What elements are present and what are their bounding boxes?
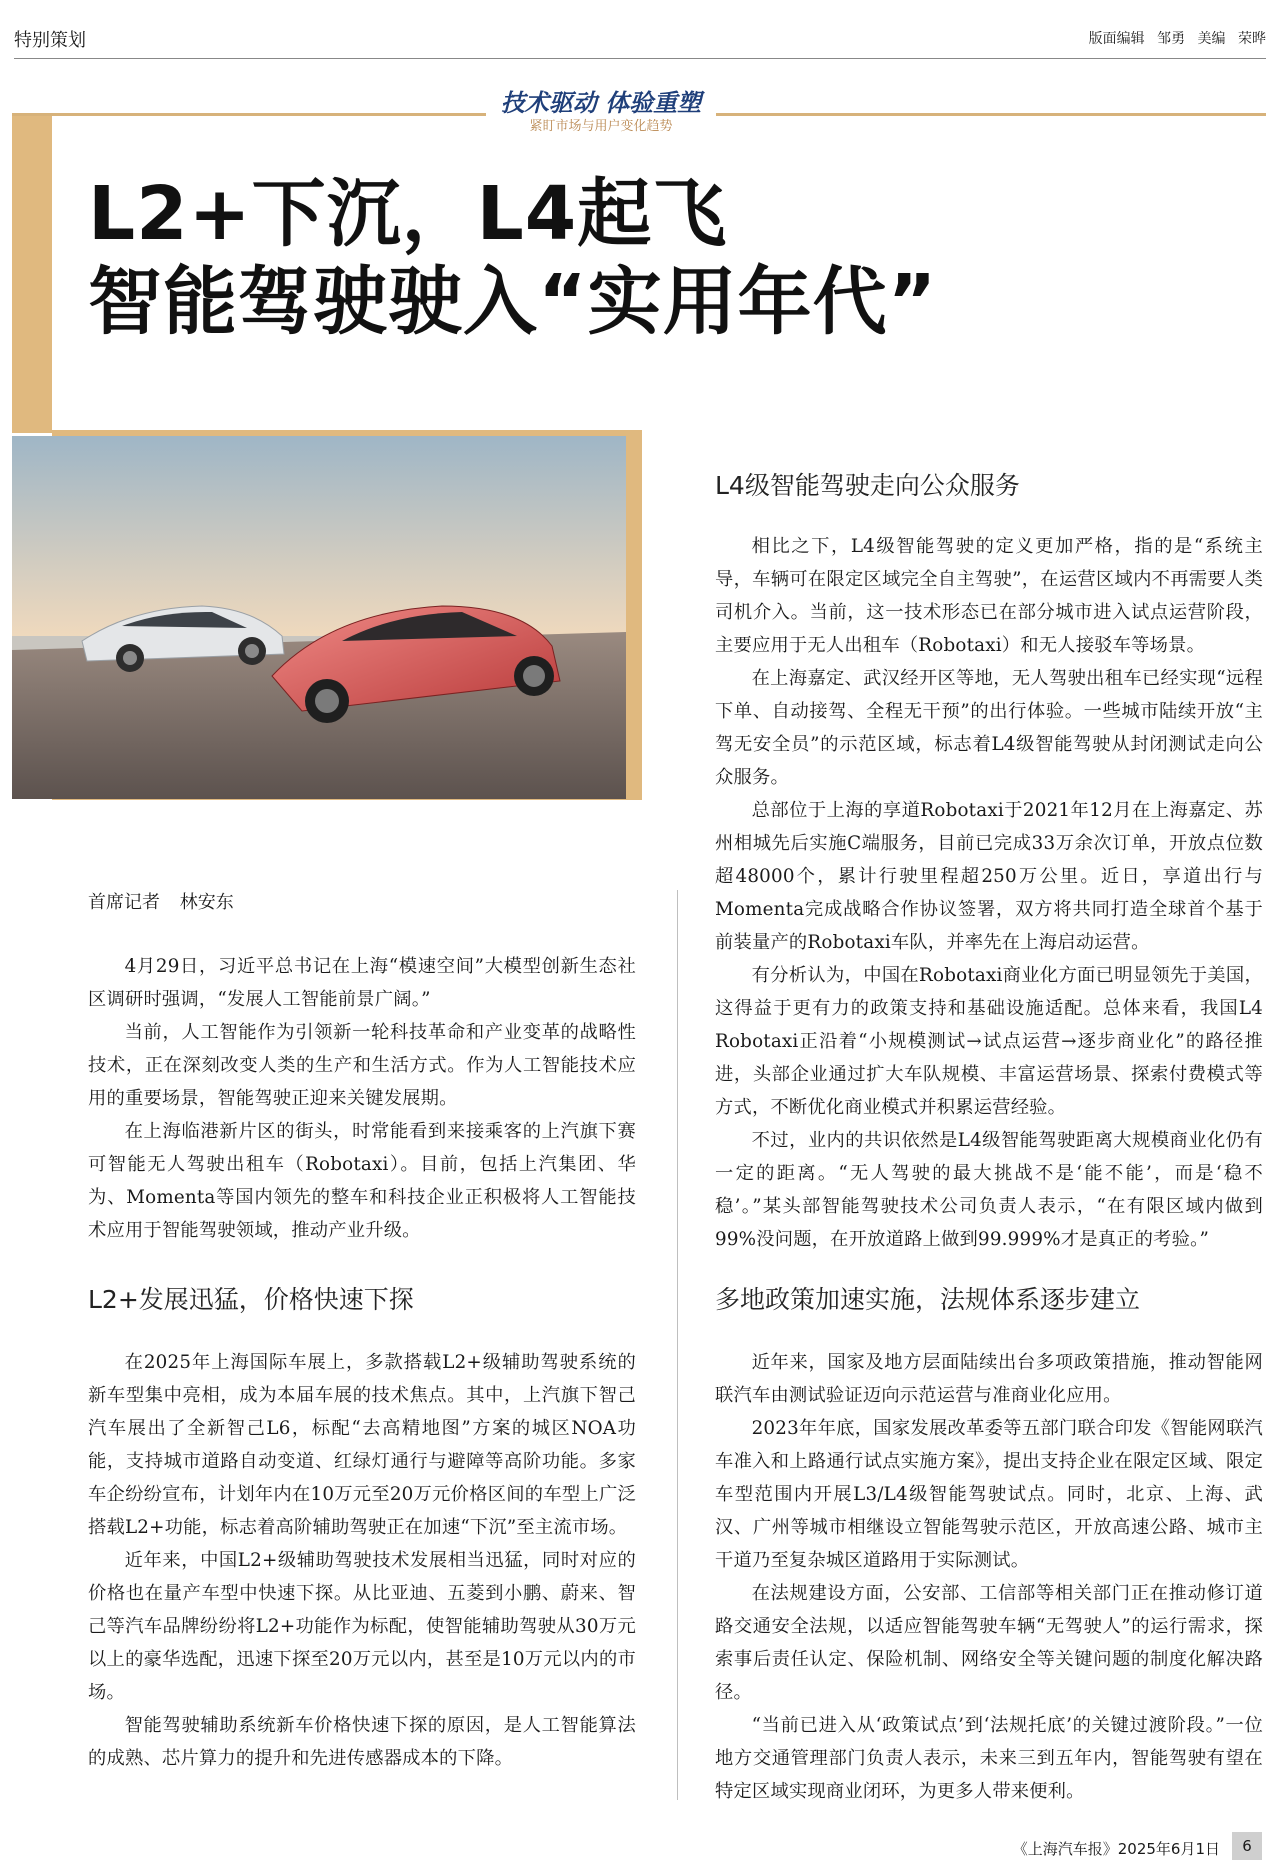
headline-line-2: 智能驾驶驶入“实用年代” [88,259,938,345]
byline: 首席记者 林安东 [88,892,234,913]
publication-footer: 《上海汽车报》2025年6月1日 [1012,1840,1220,1858]
paragraph: 近年来，中国L2+级辅助驾驶技术发展相当迅猛，同时对应的价格也在量产车型中快速下探。从比亚迪、五菱到小鹏、蔚来、智己等汽车品牌纷纷将L2+功能作为标配，使智能辅助驾驶从30万元以上的豪华选配，迅速下探至20万元以内，甚至是10万元以内的市场。 [88,1550,636,1703]
kicker-title: 技术驱动 体验重塑 [500,88,702,117]
paragraph: 在法规建设方面，公安部、工信部等相关部门正在推动修订道路交通安全法规，以适应智能驾驶车辆“无驾驶人”的运行需求，探索事后责任认定、保险机制、网络安全等关键问题的制度化解决路径。 [715,1583,1263,1703]
kicker [486,88,716,140]
left-column-intro [88,950,636,1247]
paragraph: 当前，人工智能作为引领新一轮科技革命和产业变革的战略性技术，正在深刻改变人类的生产和生活方式。作为人工智能技术应用的重要场景，智能驾驶正迎来关键发展期。 [88,1022,636,1109]
paragraph: 2023年年底，国家发展改革委等五部门联合印发《智能网联汽车准入和上路通行试点实施方案》，提出支持企业在限定区域、限定车型范围内开展L3/L4级智能驾驶试点。同时，北京、上海、武汉、广州等城市相继设立智能驾驶示范区，开放高速公路、城市主干道乃至复杂城区道路用于实际测试。 [715,1418,1263,1571]
paragraph: 总部位于上海的享道Robotaxi于2021年12月在上海嘉定、苏州相城先后实施C端服务，目前已完成33万余次订单，开放点位数超48000个，累计行驶里程超250万公里。近日，享道出行与Momenta完成战略合作协议签署，双方将共同打造全球首个基于前装量产的Robotaxi车队，并率先在上海启动运营。 [715,800,1263,953]
paragraph: 在2025年上海国际车展上，多款搭载L2+级辅助驾驶系统的新车型集中亮相，成为本届车展的技术焦点。其中，上汽旗下智己汽车展出了全新智己L6，标配“去高精地图”方案的城区NOA功能，支持城市道路自动变道、红绿灯通行与避障等高阶功能。多家车企纷纷宣布，计划年内在10万元至20万元价格区间的车型上广泛搭载L2+功能，标志着高阶辅助驾驶正在加速“下沉”至主流市场。 [88,1352,636,1538]
right-column-section [715,530,1263,1256]
headline [88,170,988,346]
page-number: 6 [1232,1832,1262,1860]
paragraph: 4月29日，习近平总书记在上海“模速空间”大模型创新生态社区调研时强调，“发展人工智能前景广阔。” [88,956,636,1010]
car-photo [12,436,626,799]
header-divider [14,58,1266,59]
paragraph: 相比之下，L4级智能驾驶的定义更加严格，指的是“系统主导，车辆可在限定区域完全自主驾驶”，在运营区域内不再需要人类司机介入。当前，这一技术形态已在部分城市进入试点运营阶段，主要应用于无人出租车（Robotaxi）和无人接驳车等场景。 [715,536,1263,656]
editor-credits: 版面编辑 邹勇 美编 荣晔 [1088,31,1266,47]
right-column-section [715,1346,1263,1808]
kicker-subtitle: 紧盯市场与用户变化趋势 [529,119,673,134]
section-heading: L2+发展迅猛，价格快速下探 [88,1285,414,1314]
headline-line-1: L2+下沉，L4起飞 [88,171,728,257]
paragraph: 有分析认为，中国在Robotaxi商业化方面已明显领先于美国，这得益于更有力的政策支持和基础设施适配。总体来看，我国L4 Robotaxi正沿着“小规模测试→试点运营→逐步商业化”的路径推进，头部企业通过扩大车队规模、丰富运营场景、探索付费模式等方式，不断优化商业模式并积累运营经验。 [715,965,1263,1118]
paragraph: 智能驾驶辅助系统新车价格快速下探的原因，是人工智能算法的成熟、芯片算力的提升和先进传感器成本的下降。 [88,1715,636,1769]
section-heading: L4级智能驾驶走向公众服务 [715,471,1020,500]
paragraph: 不过，业内的共识依然是L4级智能驾驶距离大规模商业化仍有一定的距离。“无人驾驶的最大挑战不是‘能不能’，而是‘稳不稳’。”某头部智能驾驶技术公司负责人表示，“在有限区域内做到99%没问题，在开放道路上做到99.999%才是真正的考验。” [715,1130,1263,1250]
paragraph: 在上海嘉定、武汉经开区等地，无人驾驶出租车已经实现“远程下单、自动接驾、全程无干预”的出行体验。一些城市陆续开放“主驾无安全员”的示范区域，标志着L4级智能驾驶从封闭测试走向公众服务。 [715,668,1263,788]
paragraph: 近年来，国家及地方层面陆续出台多项政策措施，推动智能网联汽车由测试验证迈向示范运营与准商业化应用。 [715,1352,1263,1406]
paragraph: “当前已进入从‘政策试点’到‘法规托底’的关键过渡阶段。”一位地方交通管理部门负责人表示，未来三到五年内，智能驾驶有望在特定区域实现商业闭环，为更多人带来便利。 [715,1715,1263,1802]
left-column-section [88,1346,636,1775]
column-divider [677,890,678,1800]
section-heading: 多地政策加速实施，法规体系逐步建立 [715,1285,1141,1314]
decorative-bar [12,113,52,433]
paragraph: 在上海临港新片区的街头，时常能看到来接乘客的上汽旗下赛可智能无人驾驶出租车（Robotaxi）。目前，包括上汽集团、华为、Momenta等国内领先的整车和科技企业正积极将人工智能技术应用于智能驾驶领域，推动产业升级。 [88,1121,636,1241]
section-label: 特别策划 [14,30,86,51]
